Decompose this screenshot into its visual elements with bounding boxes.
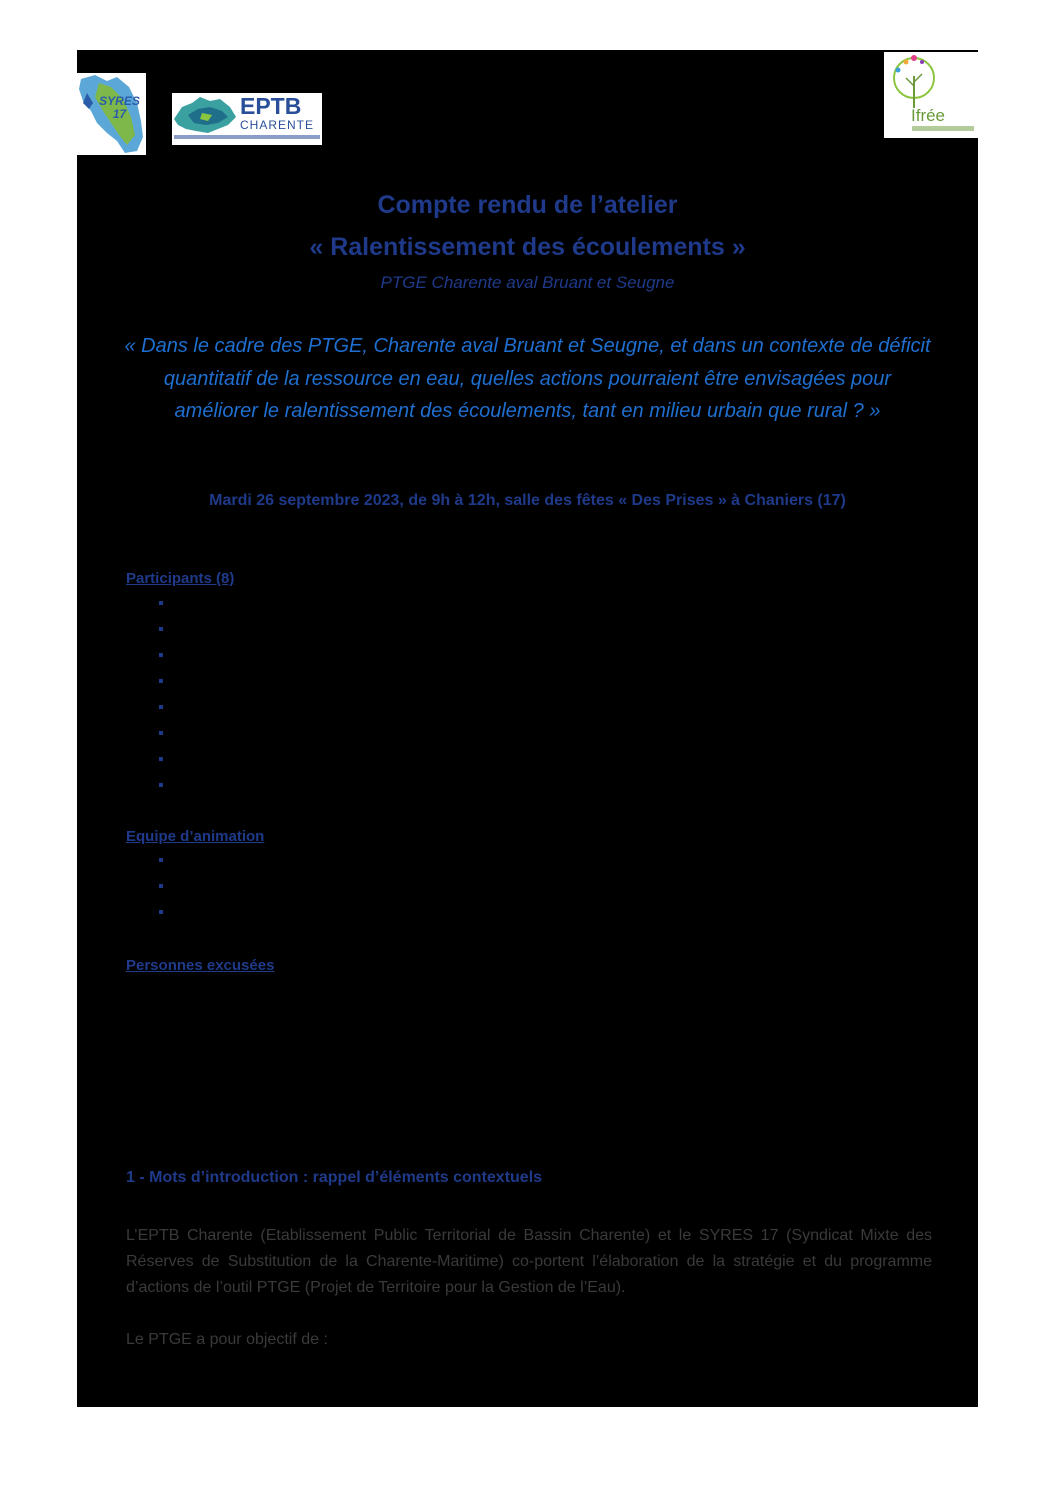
syres-logo xyxy=(77,73,146,155)
list-bullet xyxy=(159,705,163,709)
ifree-logo-name: Ifrée xyxy=(911,106,946,125)
section-1-paragraph: L’EPTB Charente (Etablissement Public Territorial de Bassin Charente) et le SYRES 17 (Syndicat Mixte des Réserves de Substitution de la Charente-Maritime) co-portent l’élaboration de la stratégie et du programme d’actions de l’outil PTGE (Projet de Territoire pour la Gestion de l’Eau). xyxy=(126,1227,932,1296)
list-bullet xyxy=(159,627,163,631)
excused-label: Personnes excusées xyxy=(126,957,275,974)
workshop-question: « Dans le cadre des PTGE, Charente aval Bruant et Seugne, et dans un contexte de déficit quantitatif de la ressource en eau, quelles actions pourraient être envisagées pour améliorer le ralentissement des écoulements, tant en milieu urbain que rural ? » xyxy=(124,335,931,422)
event-date: Mardi 26 septembre 2023, de 9h à 12h, salle des fêtes « Des Prises » à Chaniers (17) xyxy=(209,492,846,509)
list-bullet xyxy=(159,757,163,761)
ifree-logo-tagline-mark xyxy=(912,126,974,131)
list-bullet xyxy=(159,858,163,862)
list-bullet xyxy=(159,731,163,735)
section-1-heading: 1 - Mots d’introduction : rappel d’éléments contextuels xyxy=(126,1169,543,1186)
section-1-objective-lead: Le PTGE a pour objectif de : xyxy=(126,1331,328,1348)
list-bullet xyxy=(159,783,163,787)
animation-team-label: Equipe d’animation xyxy=(126,828,265,845)
list-bullet xyxy=(159,679,163,683)
eptb-charente-logo xyxy=(172,93,322,145)
document-title-line-2: « Ralentissement des écoulements » xyxy=(309,233,746,261)
ifree-tree-icon xyxy=(884,52,978,108)
document-subtitle: PTGE Charente aval Bruant et Seugne xyxy=(380,273,675,292)
ifree-logo xyxy=(884,52,978,138)
eptb-map-icon xyxy=(172,93,238,137)
list-bullet xyxy=(159,653,163,657)
document-title-line-1: Compte rendu de l’atelier xyxy=(377,191,678,219)
participants-label: Participants (8) xyxy=(126,570,235,587)
list-bullet xyxy=(159,884,163,888)
eptb-logo-subname: CHARENTE xyxy=(240,118,315,132)
eptb-logo-tagline-mark xyxy=(174,135,320,139)
list-bullet xyxy=(159,601,163,605)
list-bullet xyxy=(159,910,163,914)
syres-logo-text: SYRES 17 xyxy=(99,94,140,121)
eptb-logo-name: EPTB xyxy=(240,93,302,119)
